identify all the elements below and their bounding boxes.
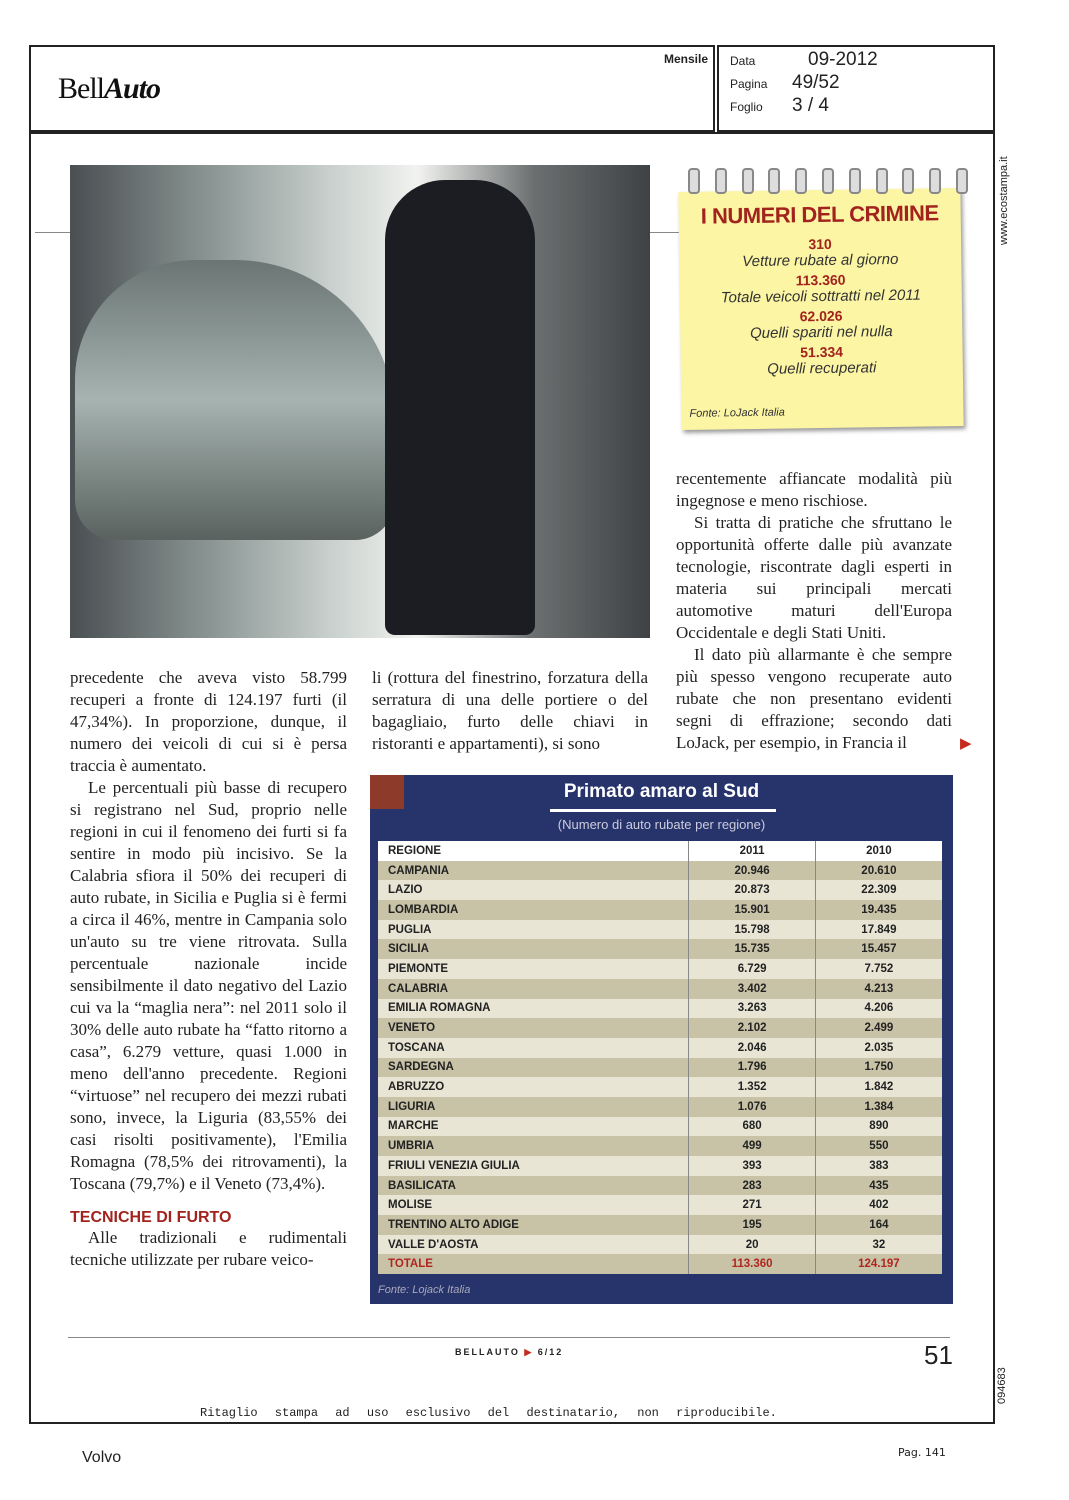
- table-row: [378, 1156, 942, 1176]
- table-row: [378, 1215, 942, 1235]
- notepad-rings: [688, 168, 968, 192]
- paragraph: precedente che aveva visto 58.799 recuperi a fronte di 124.197 furti (il 47,34%). In proporzione, dunque, il numero dei veicoli di cui si è persa traccia è aumentato.: [70, 668, 347, 775]
- value-cell: 32: [815, 1235, 942, 1255]
- region-cell: ABRUZZO: [378, 1077, 689, 1097]
- stat-label: Totale veicoli sottratti nel 2011: [720, 286, 921, 307]
- table-row: [378, 1195, 942, 1215]
- value-cell: 2.499: [815, 1018, 942, 1038]
- client-name: Volvo: [82, 1449, 122, 1466]
- value-cell: 22.309: [815, 880, 942, 900]
- table-row: [378, 939, 942, 959]
- continue-arrow-icon: ▶: [960, 736, 972, 752]
- value-cell: 124.197: [815, 1254, 942, 1274]
- value-cell: 3.263: [689, 999, 815, 1019]
- column-header: REGIONE: [378, 841, 689, 861]
- value-cell: 4.206: [815, 999, 942, 1019]
- value-cell: 4.213: [815, 979, 942, 999]
- region-cell: TRENTINO ALTO ADIGE: [378, 1215, 689, 1235]
- value-cell: 20.873: [689, 880, 815, 900]
- pag-number: Pag. 141: [898, 1446, 946, 1459]
- stolen-cars-table: [370, 775, 953, 1304]
- rule: [650, 232, 682, 233]
- value-cell: 1.352: [689, 1077, 815, 1097]
- total-row: [378, 1254, 942, 1274]
- column-header: 2011: [689, 841, 815, 861]
- table-row: [378, 880, 942, 900]
- data-value: 09-2012: [808, 49, 878, 70]
- table-row: [378, 861, 942, 881]
- article-column-3: [676, 468, 952, 754]
- data-table: [378, 841, 942, 1274]
- value-cell: 3.402: [689, 979, 815, 999]
- table-row: [378, 1176, 942, 1196]
- value-cell: 164: [815, 1215, 942, 1235]
- magazine-logo: BellAuto: [58, 72, 161, 105]
- page-number: 51: [924, 1340, 953, 1370]
- region-cell: VALLE D'AOSTA: [378, 1235, 689, 1255]
- rule: [35, 232, 70, 233]
- stat-value: 62.026: [799, 307, 843, 325]
- region-cell: LAZIO: [378, 880, 689, 900]
- table-row: [378, 1058, 942, 1078]
- crime-numbers-box: [678, 188, 963, 430]
- table-row: [378, 999, 942, 1019]
- table-row: [378, 1077, 942, 1097]
- foglio-label: Foglio: [730, 100, 763, 114]
- source-url: www.ecostampa.it: [998, 156, 1010, 245]
- value-cell: 1.842: [815, 1077, 942, 1097]
- region-cell: BASILICATA: [378, 1176, 689, 1196]
- table-source: Fonte: Lojack Italia: [378, 1284, 471, 1296]
- value-cell: 2.035: [815, 1038, 942, 1058]
- footer-rule: [68, 1337, 950, 1338]
- paragraph: Il dato più allarmante è che sempre più spesso vengono recuperate auto rubate che non presentano evidenti segni di effrazione; secondo dati LoJack, per esempio, in Francia il: [676, 645, 952, 752]
- value-cell: 393: [689, 1156, 815, 1176]
- region-cell: MOLISE: [378, 1195, 689, 1215]
- region-cell: TOTALE: [378, 1254, 689, 1274]
- foglio-value: 3 / 4: [792, 95, 829, 116]
- title-underline: [550, 809, 776, 812]
- stat-value: 310: [808, 235, 832, 253]
- value-cell: 15.798: [689, 920, 815, 940]
- value-cell: 271: [689, 1195, 815, 1215]
- value-cell: 15.901: [689, 900, 815, 920]
- table-row: [378, 1117, 942, 1137]
- table-subtitle: (Numero di auto rubate per regione): [557, 817, 766, 832]
- frequency: Mensile: [664, 52, 709, 66]
- table-row: [378, 1136, 942, 1156]
- table-row: [378, 900, 942, 920]
- value-cell: 20.610: [815, 861, 942, 881]
- region-cell: CAMPANIA: [378, 861, 689, 881]
- pagina-label: Pagina: [730, 77, 768, 91]
- photo-thief: [385, 180, 535, 635]
- value-cell: 1.796: [689, 1058, 815, 1078]
- value-cell: 383: [815, 1156, 942, 1176]
- value-cell: 890: [815, 1117, 942, 1137]
- clipping-code: 094683: [996, 1367, 1008, 1404]
- value-cell: 1.384: [815, 1097, 942, 1117]
- stat-label: Vetture rubate al giorno: [742, 250, 899, 271]
- value-cell: 435: [815, 1176, 942, 1196]
- value-cell: 1.076: [689, 1097, 815, 1117]
- region-cell: PIEMONTE: [378, 959, 689, 979]
- table-row: [378, 979, 942, 999]
- table-title: Primato amaro al Sud: [563, 781, 760, 802]
- value-cell: 195: [689, 1215, 815, 1235]
- value-cell: 15.735: [689, 939, 815, 959]
- paragraph: recentemente affiancate modalità più ingegnose e meno rischiose.: [676, 469, 952, 510]
- value-cell: 680: [689, 1117, 815, 1137]
- region-cell: PUGLIA: [378, 920, 689, 940]
- region-cell: LOMBARDIA: [378, 900, 689, 920]
- region-cell: MARCHE: [378, 1117, 689, 1137]
- sidebox-title: I NUMERI DEL CRIMINE: [700, 200, 939, 229]
- region-cell: SICILIA: [378, 939, 689, 959]
- table-row: [378, 920, 942, 940]
- table-row: [378, 1097, 942, 1117]
- value-cell: 19.435: [815, 900, 942, 920]
- stat-value: 51.334: [800, 343, 844, 361]
- table-row: [378, 1235, 942, 1255]
- pagina-value: 49/52: [792, 72, 840, 93]
- sidebox-source: Fonte: LoJack Italia: [689, 406, 785, 420]
- paragraph: Le percentuali più basse di recupero si registrano nel Sud, proprio nelle regioni in cui il fenomeno dei furti si fa sentire in modo più incisivo. Se la Calabria sfiora il 50% dei recuperi di auto rubate, in Sicilia e Puglia si è fermi a circa il 46%, mentre in Campania solo un'auto su tre viene ritrovata. Sulla percentuale nazionale incide sensibilmente il dato negativo del Lazio cui va la “maglia nera”: nel 2011 solo il 30% delle auto rubate ha “fatto ritorno a casa”, 6.279 vetture, quasi 1.000 in meno dell'anno precedente. Regioni “virtuose” nel recupero dei mezzi rubati sono, invece, la Liguria (83,55% dei casi risolti positivamente), l'Emilia Romagna (78,5% dei ritrovamenti), la Toscana (79,7%) e il Veneto (73,4%).: [70, 778, 347, 1193]
- value-cell: 20.946: [689, 861, 815, 881]
- value-cell: 1.750: [815, 1058, 942, 1078]
- region-cell: LIGURIA: [378, 1097, 689, 1117]
- table-row: [378, 959, 942, 979]
- value-cell: 402: [815, 1195, 942, 1215]
- paragraph: Alle tradizionali e rudimentali tecniche utilizzate per rubare veico-: [70, 1228, 347, 1269]
- article-column-2: [372, 667, 648, 755]
- value-cell: 499: [689, 1136, 815, 1156]
- value-cell: 7.752: [815, 959, 942, 979]
- footer-magazine: BELLAUTO: [455, 1347, 520, 1357]
- data-label: Data: [730, 54, 756, 68]
- table-row: [378, 1018, 942, 1038]
- footer-issue: 6/12: [537, 1347, 564, 1357]
- paragraph: li (rottura del finestrino, forzatura della serratura di una delle portiere o del bagagliaio, furto delle chiavi in ristoranti e appartamenti), si sono: [372, 668, 648, 753]
- value-cell: 2.102: [689, 1018, 815, 1038]
- value-cell: 283: [689, 1176, 815, 1196]
- disclaimer: Ritaglio stampa ad uso esclusivo del destinatario, non riproducibile.: [200, 1406, 777, 1420]
- stat-label: Quelli spariti nel nulla: [749, 323, 893, 342]
- region-cell: EMILIA ROMAGNA: [378, 999, 689, 1019]
- value-cell: 15.457: [815, 939, 942, 959]
- stat-label: Quelli recuperati: [767, 359, 877, 378]
- article-column-1: [70, 667, 347, 1271]
- footer-folio: BELLAUTO ▶ 6/12: [455, 1347, 564, 1357]
- region-cell: FRIULI VENEZIA GIULIA: [378, 1156, 689, 1176]
- region-cell: SARDEGNA: [378, 1058, 689, 1078]
- value-cell: 2.046: [689, 1038, 815, 1058]
- stat-value: 113.360: [795, 271, 846, 289]
- paragraph: Si tratta di pratiche che sfruttano le opportunità offerte dalle più avanzate tecnologie, riscontrate dagli esperti in materia sui principali mercati automotive maturi dell'Europa Occidentale e degli Stati Uniti.: [676, 513, 952, 642]
- value-cell: 20: [689, 1235, 815, 1255]
- region-cell: TOSCANA: [378, 1038, 689, 1058]
- table-row: [378, 1038, 942, 1058]
- column-header: 2010: [815, 841, 942, 861]
- region-cell: VENETO: [378, 1018, 689, 1038]
- subheading: TECNICHE DI FURTO: [70, 1209, 232, 1226]
- value-cell: 17.849: [815, 920, 942, 940]
- value-cell: 113.360: [689, 1254, 815, 1274]
- region-cell: CALABRIA: [378, 979, 689, 999]
- value-cell: 6.729: [689, 959, 815, 979]
- region-cell: UMBRIA: [378, 1136, 689, 1156]
- value-cell: 550: [815, 1136, 942, 1156]
